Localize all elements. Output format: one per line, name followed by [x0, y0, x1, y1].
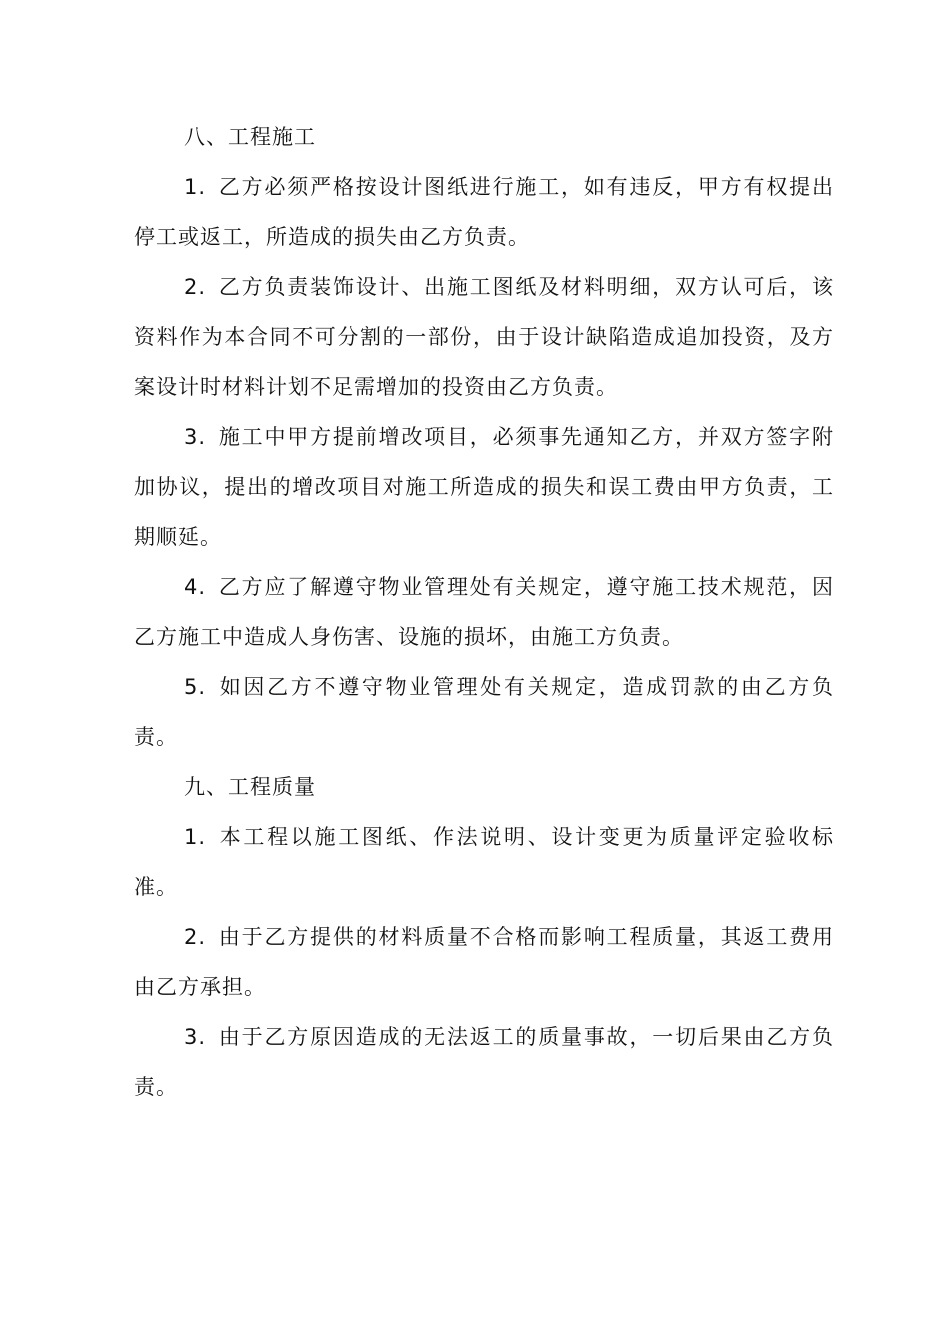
section-heading-quality: 九、工程质量 — [184, 775, 316, 799]
clause-8-5 — [134, 662, 834, 762]
clause-text: 乙方应了解遵守物业管理处有关规定，遵守施工技术规范，因乙方施工中造成人身伤害、设施的损坏，由施工方负责。 — [134, 575, 834, 649]
clause-number: 3. — [184, 1025, 207, 1049]
clause-text: 乙方负责装饰设计、出施工图纸及材料明细，双方认可后，该资料作为本合同不可分割的一部份，由于设计缺陷造成追加投资，及方案设计时材料计划不足需增加的投资由乙方负责。 — [134, 275, 834, 399]
clause-number: 1. — [184, 825, 207, 849]
document-body — [134, 112, 834, 1112]
clause-9-1 — [134, 812, 834, 912]
clause-number: 2. — [184, 925, 207, 949]
clause-8-4 — [134, 562, 834, 662]
clause-9-3 — [134, 1012, 834, 1112]
section-heading-construction: 八、工程施工 — [184, 125, 316, 149]
clause-number: 4. — [184, 575, 207, 599]
clause-text: 施工中甲方提前增改项目，必须事先通知乙方，并双方签字附加协议，提出的增改项目对施工所造成的损失和误工费由甲方负责，工期顺延。 — [134, 425, 834, 549]
clause-text: 如因乙方不遵守物业管理处有关规定，造成罚款的由乙方负责。 — [134, 675, 834, 749]
clause-9-2 — [134, 912, 834, 1012]
clause-number: 5. — [184, 675, 207, 699]
clause-number: 1. — [184, 175, 207, 199]
clause-number: 3. — [184, 425, 207, 449]
clause-text: 乙方必须严格按设计图纸进行施工，如有违反，甲方有权提出停工或返工，所造成的损失由乙方负责。 — [134, 175, 834, 249]
clause-number: 2. — [184, 275, 207, 299]
clause-text: 本工程以施工图纸、作法说明、设计变更为质量评定验收标准。 — [134, 825, 834, 899]
clause-8-2 — [134, 262, 834, 412]
clause-text: 由于乙方原因造成的无法返工的质量事故，一切后果由乙方负责。 — [134, 1025, 834, 1099]
clause-8-3 — [134, 412, 834, 562]
clause-8-1 — [134, 162, 834, 262]
clause-text: 由于乙方提供的材料质量不合格而影响工程质量，其返工费用由乙方承担。 — [134, 925, 834, 999]
